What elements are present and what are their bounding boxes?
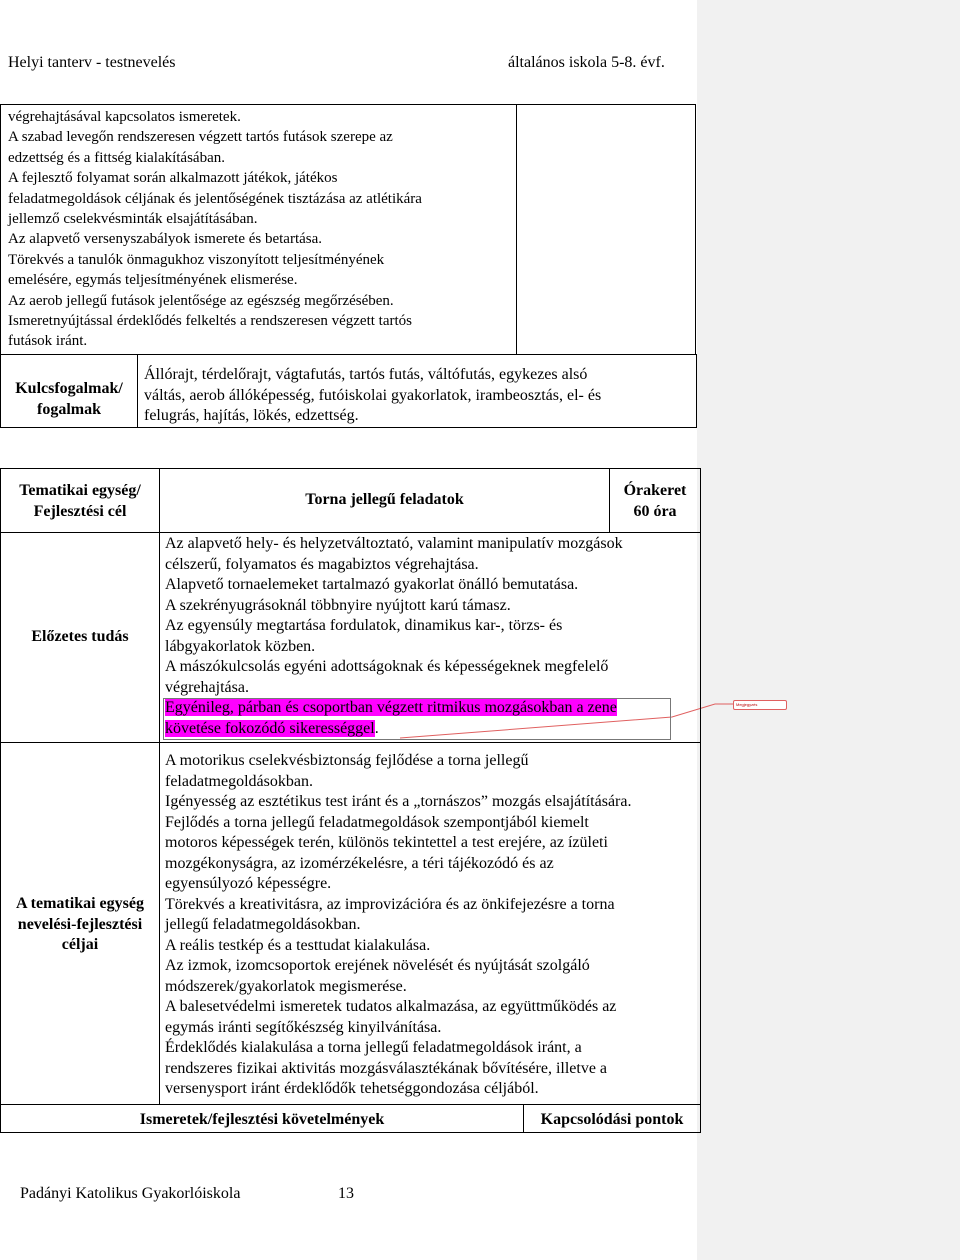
- goals-line: Fejlődés a torna jellegű feladatmegoldások szempontjából kiemelt: [165, 813, 589, 831]
- goals-line: egyensúlyozó képességre.: [165, 875, 332, 892]
- goals-text: [165, 751, 699, 1100]
- goals-line: A motorikus cselekvésbiztonság fejlődése a torna jellegű: [165, 752, 529, 769]
- prior-line: Az egyensúly megtartása fordulatok, dinamikus kar-, törzs- és: [165, 617, 563, 634]
- goals-line: A reális testkép és a testtudat kialakulása.: [165, 936, 431, 954]
- goals-label-line: nevelési-fejlesztési: [17, 915, 143, 933]
- goals-line: A balesetvédelmi ismeretek tudatos alkalmazása, az együttműködés az: [165, 998, 617, 1015]
- keywords-line: váltás, aerob állóképesség, futóiskolai gyakorlatok, irambeosztás, el- és: [144, 386, 602, 404]
- prior-line: célszerű, folyamatos és magabiztos végrehajtása.: [165, 555, 479, 573]
- prev-section-line: feladatmegoldások céljának és jelentőségének tisztázása az atlétikára: [8, 190, 422, 207]
- prev-section-links-box: [516, 104, 696, 355]
- prev-section-line: futások iránt.: [8, 333, 88, 350]
- prior-line: A szekrényugrásoknál többnyire nyújtott karú támasz.: [165, 596, 511, 614]
- keywords-label: [0, 379, 138, 420]
- unit-title: Torna jellegű feladatok: [305, 491, 464, 508]
- goals-line: egymás iránti segítőkészség kinyilvánítása.: [165, 1018, 442, 1036]
- prior-line: végrehajtása.: [165, 678, 249, 696]
- prev-section-line: Ismeretnyújtással érdeklődés felkeltés a rendszeresen végzett tartós: [8, 313, 412, 330]
- prev-section-line: edzettség és a fittség kialakításában.: [8, 149, 225, 166]
- goals-line: Igényesség az esztétikus test iránt és a „tornászos” mozgás elsajátítására.: [165, 793, 632, 810]
- unit-label-line: Fejlesztési cél: [33, 502, 127, 520]
- keywords-label-line: fogalmak: [37, 400, 101, 418]
- keywords-line: Állórajt, térdelőrajt, vágtafutás, tartós futás, váltófutás, egykezes alsó: [144, 366, 588, 383]
- connections-header: Kapcsolódási pontok: [540, 1111, 684, 1128]
- goals-line: motoros képességek terén, különös tekintettel a test erejére, az ízületi: [165, 834, 608, 851]
- goals-line: feladatmegoldásokban.: [165, 772, 313, 790]
- unit-label-line: Tematikai egység/: [19, 482, 141, 499]
- prev-section-line: Az aerob jellegű futások jelentősége az egészség megőrzésében.: [8, 292, 394, 309]
- goals-line: rendszeres fizikai aktivitás mozgásválasztékának bővítésére, illetve a: [165, 1059, 608, 1077]
- page-number: 13: [338, 1185, 354, 1202]
- hours-value: 60 óra: [633, 502, 677, 520]
- highlighted-text: követése fokozódó sikerességgel: [165, 719, 375, 737]
- prior-line: lábgyakorlatok közben.: [165, 637, 316, 655]
- highlighted-text: Egyénileg, párban és csoportban végzett ritmikus mozgásokban a zene: [165, 699, 617, 716]
- goals-line: Érdeklődés kialakulása a torna jellegű feladatmegoldások iránt, a: [165, 1039, 582, 1056]
- keywords-text: [144, 365, 694, 427]
- comment-text: Megjegyzés: [736, 702, 758, 707]
- goals-line: Törekvés a kreativitásra, az improvizációra és az önkifejezésre a torna: [165, 895, 615, 913]
- prev-section-line: végrehajtásával kapcsolatos ismeretek.: [8, 109, 241, 125]
- highlight-tail: .: [374, 719, 379, 737]
- goals-line: mozgékonyságra, az izomérzékelésre, a téri tájékozódó és az: [165, 854, 554, 872]
- goals-line: módszerek/gyakorlatok megismerése.: [165, 977, 407, 995]
- prior-line: Az alapvető hely- és helyzetváltoztató, valamint manipulatív mozgások: [165, 535, 623, 552]
- goals-label-line: A tematikai egység: [16, 895, 144, 912]
- goals-line: jellegű feladatmegoldásokban.: [165, 916, 361, 933]
- prior-label: Előzetes tudás: [31, 628, 129, 645]
- prev-section-line: A szabad levegőn rendszeresen végzett tartós futások szerepe az: [8, 129, 393, 146]
- requirements-header: Ismeretek/fejlesztési követelmények: [139, 1111, 385, 1128]
- prev-section-line: jellemző cselekvésminták elsajátításában.: [8, 211, 258, 228]
- prev-section-line: Az alapvető versenyszabályok ismerete és betartása.: [8, 231, 323, 248]
- goals-label: [0, 894, 160, 956]
- highlight-frame: [163, 698, 671, 740]
- footer-school: Padányi Katolikus Gyakorlóiskola: [20, 1185, 241, 1202]
- keywords-label-line: Kulcsfogalmak/: [15, 380, 123, 397]
- unit-label: [0, 481, 160, 522]
- keywords-line: felugrás, hajítás, lökés, edzettség.: [144, 407, 359, 424]
- hours-block: [609, 481, 701, 522]
- prev-section-text: [8, 107, 513, 352]
- prev-section-line: emelésére, egymás teljesítményének elismerése.: [8, 272, 298, 289]
- prev-section-line: Törekvés a tanulók önmagukhoz viszonyított teljesítményének: [8, 251, 385, 268]
- header-right: általános iskola 5-8. évf.: [508, 54, 665, 71]
- prev-section-line: A fejlesztő folyamat során alkalmazott játékok, játékos: [8, 170, 338, 187]
- prior-line: Alapvető tornaelemeket tartalmazó gyakorlat önálló bemutatása.: [165, 576, 579, 593]
- goals-label-line: céljai: [61, 936, 99, 953]
- goals-line: versenysport iránt érdeklődők tehetséggondozása céljából.: [165, 1080, 539, 1097]
- goals-line: Az izmok, izomcsoportok erejének növelését és nyújtását szolgáló: [165, 957, 590, 974]
- header-left: Helyi tanterv - testnevelés: [8, 54, 176, 71]
- hours-label: Órakeret: [623, 482, 687, 499]
- prior-line: A mászókulcsolás egyéni adottságoknak és képességeknek megfelelő: [165, 658, 609, 675]
